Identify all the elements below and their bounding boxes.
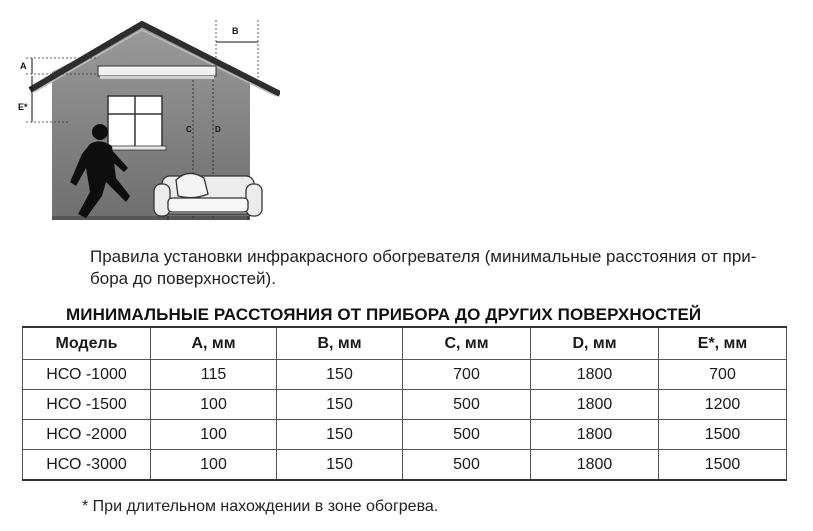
cell-d: 1800 [531, 390, 659, 420]
dim-label-b: B [232, 26, 239, 36]
dim-label-a: A [20, 61, 27, 71]
dim-label-d: D [215, 125, 221, 134]
installation-caption [90, 246, 780, 290]
distance-table [22, 326, 787, 481]
header-a: А, мм [151, 327, 277, 360]
cell-model: НСО -2000 [23, 420, 151, 450]
floor [52, 216, 250, 220]
table-title: МИНИМАЛЬНЫЕ РАССТОЯНИЯ ОТ ПРИБОРА ДО ДРУГИХ ПОВЕРХНОСТЕЙ [66, 305, 702, 324]
cell-c: 700 [403, 360, 531, 390]
cell-a: 100 [151, 420, 277, 450]
cell-b: 150 [277, 360, 403, 390]
header-e: Е*, мм [659, 327, 787, 360]
table-header-row [23, 327, 787, 360]
table-row [23, 450, 787, 481]
header-b: В, мм [277, 327, 403, 360]
heater [98, 66, 216, 76]
cell-c: 500 [403, 450, 531, 481]
cell-b: 150 [277, 390, 403, 420]
cell-d: 1800 [531, 450, 659, 481]
dim-label-e: E* [18, 102, 28, 112]
cell-d: 1800 [531, 420, 659, 450]
caption-line-1: Правила установки инфракрасного обогревателя (минимальные расстояния от при- [90, 247, 757, 266]
cell-e: 1200 [659, 390, 787, 420]
cell-model: НСО -3000 [23, 450, 151, 481]
sofa [154, 173, 262, 220]
cell-d: 1800 [531, 360, 659, 390]
table-row [23, 360, 787, 390]
cell-b: 150 [277, 420, 403, 450]
cell-a: 100 [151, 390, 277, 420]
window [104, 96, 166, 150]
cell-a: 100 [151, 450, 277, 481]
cell-b: 150 [277, 450, 403, 481]
footnote: * При длительном нахождении в зоне обогрева. [82, 498, 439, 515]
cell-c: 500 [403, 390, 531, 420]
dim-label-c: C [186, 125, 192, 134]
cell-e: 1500 [659, 420, 787, 450]
header-d: D, мм [531, 327, 659, 360]
table-row [23, 390, 787, 420]
cell-e: 700 [659, 360, 787, 390]
header-c: С, мм [403, 327, 531, 360]
caption-line-2: бора до поверхностей). [90, 269, 276, 288]
cell-model: НСО -1000 [23, 360, 151, 390]
cell-e: 1500 [659, 450, 787, 481]
cell-a: 115 [151, 360, 277, 390]
header-model: Модель [23, 327, 151, 360]
cell-c: 500 [403, 420, 531, 450]
table-row [23, 420, 787, 450]
cell-model: НСО -1500 [23, 390, 151, 420]
installation-diagram [18, 18, 280, 232]
